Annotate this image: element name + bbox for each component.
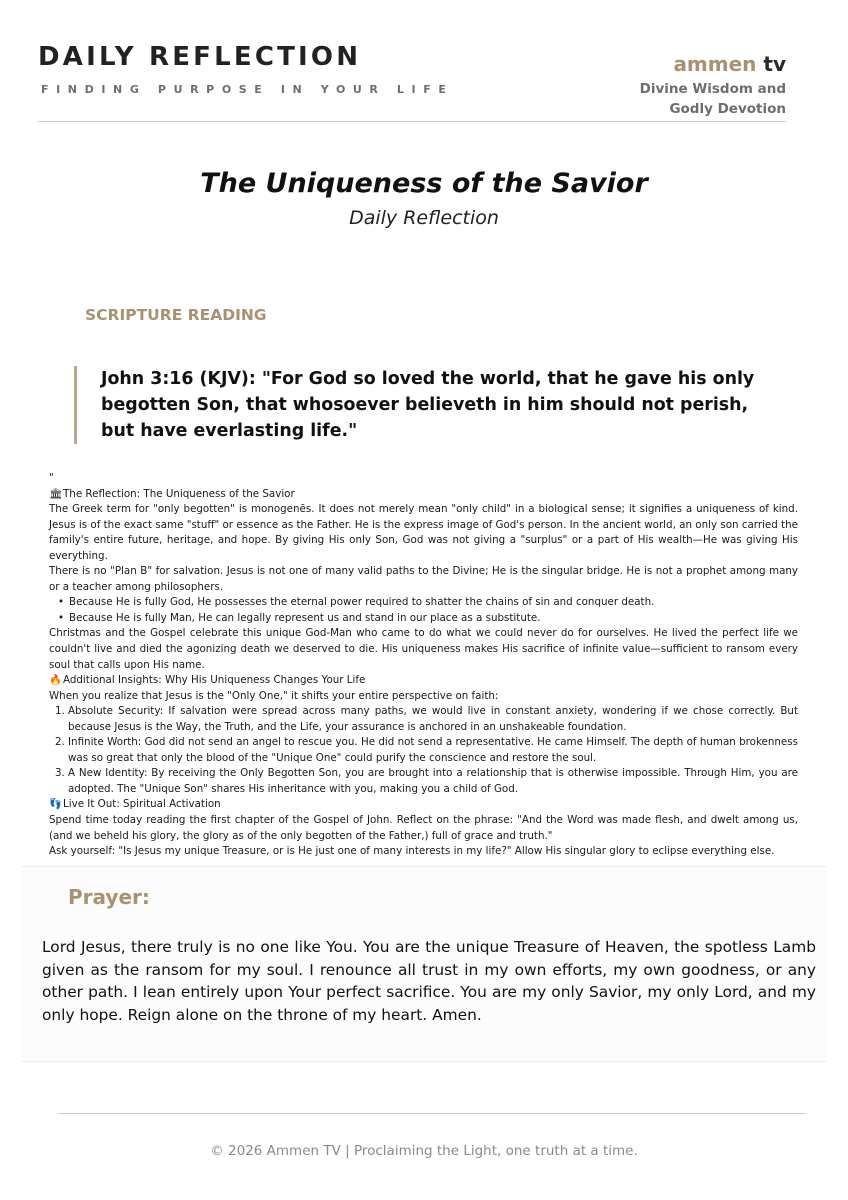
fire-icon: 🔥 <box>49 674 62 687</box>
reflection-heading <box>49 487 798 503</box>
header-tagline: FINDING PURPOSE IN YOUR LIFE <box>41 83 454 96</box>
list-number: 3. <box>55 767 65 780</box>
list-number: 2. <box>55 736 65 749</box>
insights-numbered-list <box>49 704 798 797</box>
bullet-icon: • <box>58 611 65 624</box>
header-divider <box>38 121 786 122</box>
prayer-box <box>21 866 827 1062</box>
brand-logo <box>673 52 786 76</box>
reflection-paragraph-1: The Greek term for "only begotten" is monogenēs. It does not merely mean "only child" in a biological sense; it signifies a uniqueness of kind. Jesus is of the exact same "stuff" or essence as the Father. He is the express image of God's person. In the ancient world, an only son carried the family's entire future, heritage, and hope. By giving His only Son, God was not giving a "surplus" or a part of His wealth—He was giving His everything. <box>49 503 798 562</box>
live-it-out-heading <box>49 797 798 813</box>
footprints-icon: 👣 <box>49 798 62 811</box>
footer-divider <box>58 1113 806 1114</box>
brand-tagline-line1: Divine Wisdom and <box>639 81 786 97</box>
list-item <box>49 735 798 766</box>
insights-intro: When you realize that Jesus is the "Only One," it shifts your entire perspective on faith: <box>49 689 499 702</box>
brand-tagline-line2: Godly Devotion <box>669 101 786 117</box>
list-number: 1. <box>55 705 65 718</box>
bullet-icon: • <box>58 596 65 609</box>
list-item-text: Infinite Worth: God did not send an angel to rescue you. He did not send a representative. He came Himself. The depth of human brokenness was so great that only the blood of the "Unique One" could purify the conscience and restore the soul. <box>68 736 798 764</box>
insights-heading-text: Additional Insights: Why His Uniqueness Changes Your Life <box>63 674 366 687</box>
scripture-blockquote: John 3:16 (KJV): "For God so loved the world, that he gave his only begotten Son, that whosoever believeth in him should not perish, but have everlasting life." <box>74 366 761 444</box>
brand-name-part2: tv <box>763 52 786 76</box>
reflection-body <box>49 471 798 860</box>
list-item-text: Because He is fully God, He possesses the eternal power required to shatter the chains of sin and conquer death. <box>69 596 655 609</box>
list-item-text: A New Identity: By receiving the Only Begotten Son, you are brought into a relationship that is otherwise impossible. Through Him, you are adopted. The "Unique Son" shares His inheritance with you, making you a child of God. <box>68 767 798 795</box>
list-item <box>49 766 798 797</box>
reflection-heading-text: The Reflection: The Uniqueness of the Savior <box>63 487 295 500</box>
brand-name-part1: ammen <box>673 52 757 76</box>
live-it-out-heading-text: Live It Out: Spiritual Activation <box>63 798 221 811</box>
reflection-bullet-list <box>49 595 798 626</box>
brand-tagline <box>566 79 786 119</box>
footer-text: © 2026 Ammen TV | Proclaiming the Light, one truth at a time. <box>210 1143 638 1159</box>
list-item <box>49 611 798 627</box>
pillar-icon: 🏛 <box>49 487 63 500</box>
header-title: DAILY REFLECTION <box>38 42 362 72</box>
list-item-text: Because He is fully Man, He can legally represent us and stand in our place as a substitute. <box>69 611 541 624</box>
reflection-paragraph-3: Christmas and the Gospel celebrate this unique God-Man who came to do what we could never do for ourselves. He lived the perfect life we couldn't live and died the agonizing death we deserved to die. His uniqueness makes His sacrifice of infinite value—sufficient to ransom every soul that calls upon His name. <box>49 627 798 671</box>
live-it-out-paragraph-1: Spend time today reading the first chapter of the Gospel of John. Reflect on the phrase: "And the Word was made flesh, and dwelt among us, (and we beheld his glory, the glory as of the only begotten of the Father,) full of grace and truth." <box>49 814 798 842</box>
list-item <box>49 595 798 611</box>
page-title: The Uniqueness of the Savior <box>200 168 648 199</box>
scripture-section-label: SCRIPTURE READING <box>85 306 267 324</box>
list-item <box>49 704 798 735</box>
prayer-text: Lord Jesus, there truly is no one like You. You are the unique Treasure of Heaven, the spotless Lamb given as the ransom for my soul. I renounce all trust in my own efforts, my own goodness, or any other path. I lean entirely upon Your perfect sacrifice. You are my only Savior, my only Lord, and my only hope. Reign alone on the throne of my heart. Amen. <box>42 938 816 1024</box>
reflection-paragraph-2: There is no "Plan B" for salvation. Jesus is not one of many valid paths to the Divine; He is the singular bridge. He is not a prophet among many or a teacher among philosophers. <box>49 565 798 593</box>
stray-quote-mark: " <box>49 472 54 484</box>
prayer-label: Prayer: <box>68 885 150 909</box>
live-it-out-paragraph-2: Ask yourself: "Is Jesus my unique Treasure, or is He just one of many interests in my life?" Allow His singular glory to eclipse everything else. <box>49 845 775 858</box>
page-subtitle: Daily Reflection <box>349 207 499 229</box>
list-item-text: Absolute Security: If salvation were spread across many paths, we would live in constant anxiety, wondering if we chose correctly. But because Jesus is the Way, the Truth, and the Life, your assurance is anchored in an unshakeable foundation. <box>68 705 798 733</box>
insights-heading <box>49 673 798 689</box>
